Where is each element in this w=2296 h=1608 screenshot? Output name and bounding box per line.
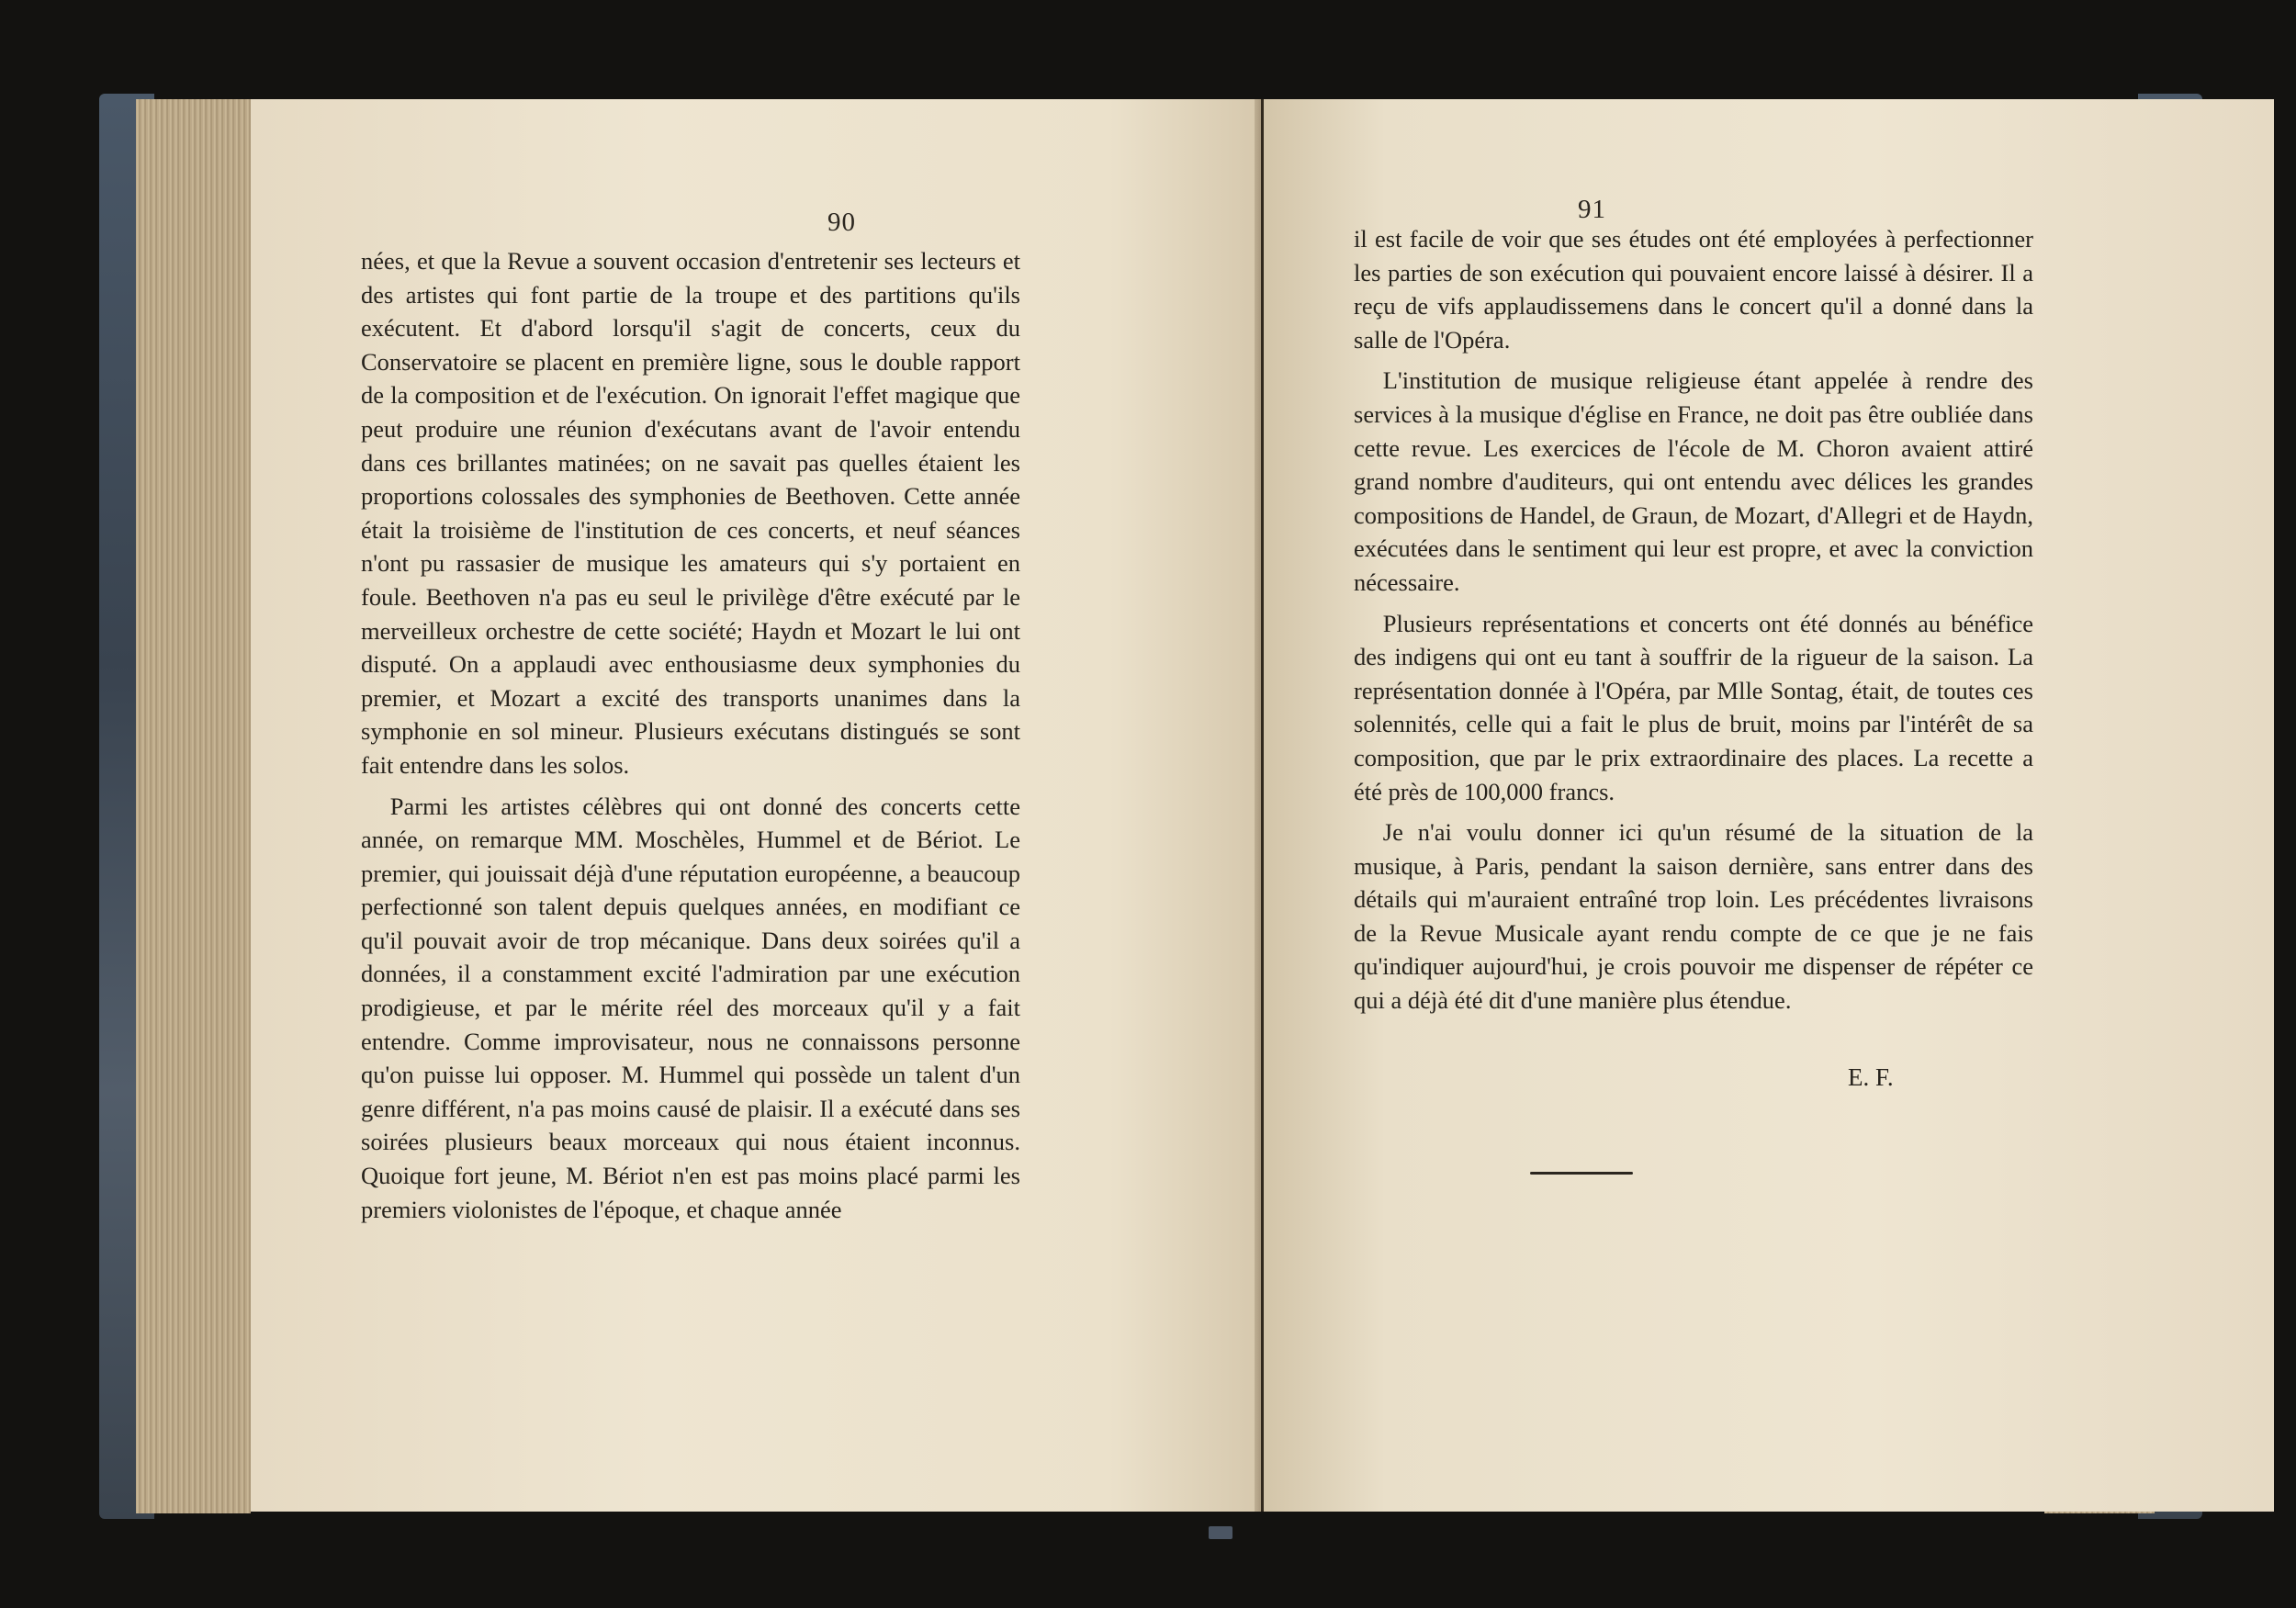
right-paragraph-4: Je n'ai voulu donner ici qu'un résumé de la situation de la musique, à Paris, pendant la saison dernière, sans entrer dans des détails qui m'auraient entraîné trop loin. Les précédentes livraisons de la Revue Musicale ayant rendu compte de ce que je ne fais qu'indiquer aujourd'hui, je crois pouvoir me dispenser de répéter ce qui a déjà été dit d'une manière plus étendue. [1354, 818, 2033, 1015]
right-page [1264, 99, 2274, 1512]
right-page-text [1354, 222, 2033, 1018]
open-book [99, 92, 2202, 1524]
end-rule [1530, 1172, 1633, 1175]
left-paragraph-2: Parmi les artistes célèbres qui ont donné des concerts cette année, on remarque MM. Moschèles, Hummel et de Bériot. Le premier, qui jouissait déjà d'une réputation européenne, a beaucoup perfectionné son talent depuis quelques années, en modifiant ce qu'il pouvait avoir de trop mécanique. Dans deux soirées qu'il a données, il a constamment excité l'admiration par une exécution prodigieuse, et par le mérite réel des morceaux qu'il y a fait entendre. Comme improvisateur, nous ne connaissons personne qu'on puisse lui opposer. M. Hummel qui possède un talent d'un genre différent, n'a pas moins causé de plaisir. Il a exécuté dans ses soirées plusieurs beaux morceaux qui nous étaient inconnus. Quoique fort jeune, M. Bériot n'en est pas moins placé parmi les premiers violonistes de l'époque, et chaque année [361, 792, 1020, 1223]
page-number-right: 91 [1578, 195, 1606, 224]
bookmark-tab [1209, 1526, 1232, 1539]
signature: E. F. [1848, 1063, 1894, 1091]
right-paragraph-2: L'institution de musique religieuse étant appelée à rendre des services à la musique d'église en France, ne doit pas être oubliée dans cette revue. Les exercices de l'école de M. Choron avaient attiré grand nombre d'auditeurs, qui ont entendu avec délices les grandes compositions de Handel, de Graun, de Mozart, d'Allegri et de Haydn, exécutées dans le sentiment qui leur est propre, et avec la conviction nécessaire. [1354, 366, 2033, 596]
right-paragraph-3: Plusieurs représentations et concerts ont été donnés au bénéfice des indigens qui ont eu tant à souffrir de la rigueur de la saison. La représentation donnée à l'Opéra, par Mlle Sontag, était, de toutes ces solennités, celle qui a fait le plus de bruit, moins par l'intérêt de sa composition, que par le prix extraordinaire des places. La recette a été près de 100,000 francs. [1354, 609, 2033, 805]
left-page [251, 99, 1261, 1512]
page-edges-left [136, 99, 251, 1513]
page-number-left: 90 [827, 208, 856, 237]
left-paragraph-1: nées, et que la Revue a souvent occasion d'entretenir ses lecteurs et des artistes qui font partie de la troupe et des partitions qu'ils exécutent. Et d'abord lorsqu'il s'agit de concerts, ceux du Conservatoire se placent en première ligne, sous le double rapport de la composition et de l'exécution. On ignorait l'effet magique que peut produire une réunion d'exécutans avant de l'avoir entendu dans ces brillantes matinées; on ne savait pas quelles étaient les proportions colossales des symphonies de Beethoven. Cette année était la troisième de l'institution de ces concerts, et neuf séances n'ont pu rassasier de musique les amateurs qui s'y portaient en foule. Beethoven n'a pas eu seul le privilège d'être exécuté par le merveilleux orchestre de cette société; Haydn et Mozart le lui ont disputé. On a applaudi avec enthousiasme deux symphonies du premier, et Mozart a excité des transports unanimes dans la symphonie en sol mineur. Plusieurs exécutans distingués se sont fait entendre dans les solos. [361, 247, 1020, 779]
left-page-text [361, 244, 1020, 1226]
right-paragraph-1: il est facile de voir que ses études ont été employées à perfectionner les parties de son exécution qui pouvaient encore laissé à désirer. Il a reçu de vifs applaudissemens dans le concert qu'il a donné dans la salle de l'Opéra. [1354, 225, 2033, 354]
